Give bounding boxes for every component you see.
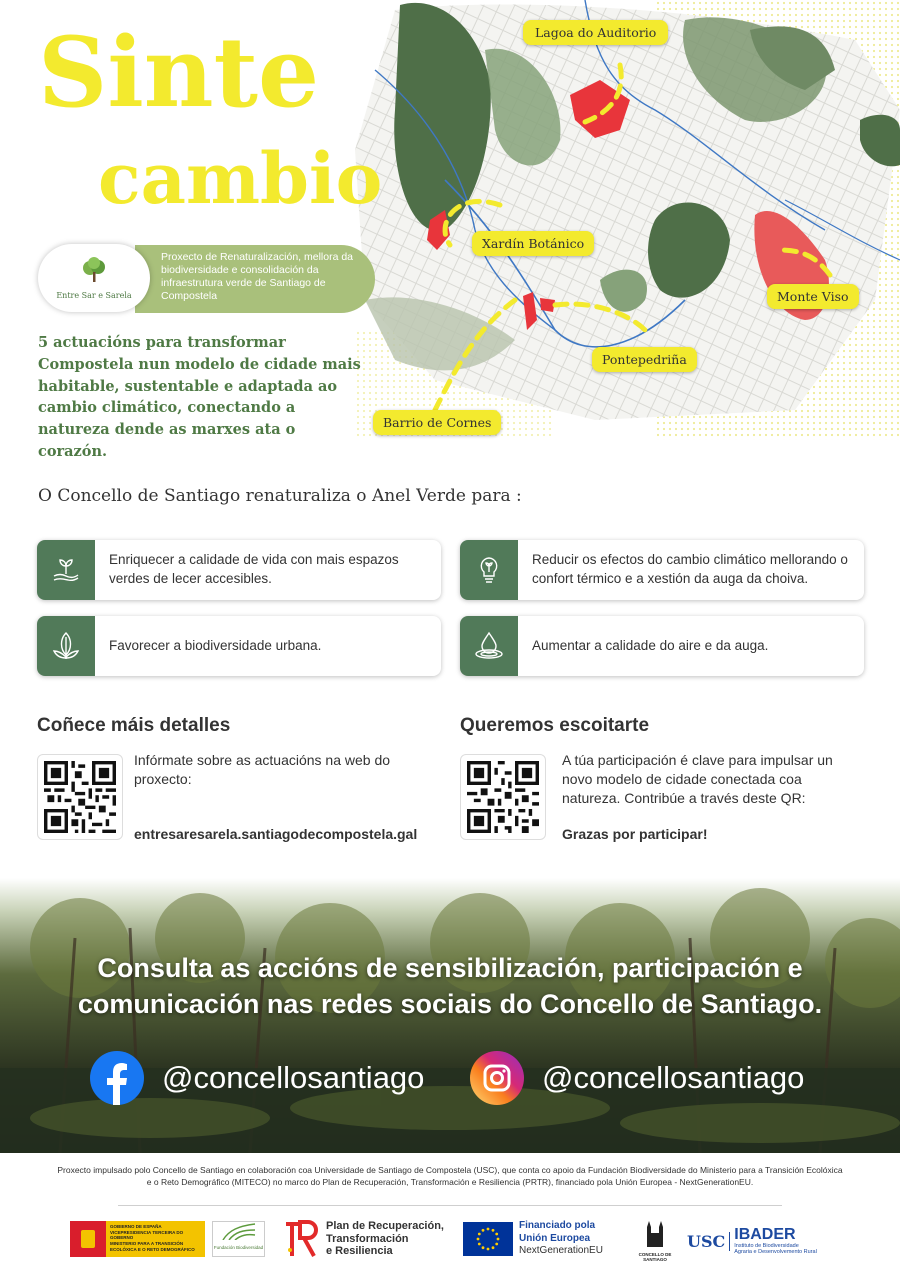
instagram-link[interactable] bbox=[470, 1051, 804, 1105]
ibader-sub2: Agraria e Desenvolvemento Rural bbox=[734, 1249, 817, 1255]
eu-flag-icon bbox=[463, 1222, 513, 1256]
map-label-pontepedrina: Pontepedriña bbox=[592, 347, 697, 372]
map-label-monte: Monte Viso bbox=[767, 284, 859, 309]
plan-line3: e Resiliencia bbox=[326, 1245, 393, 1258]
goal-text: Aumentar a calidade do aire e da auga. bbox=[532, 637, 769, 653]
goal-card-climate bbox=[460, 540, 864, 600]
entre-sar-sarela-logo bbox=[38, 244, 150, 312]
listen-text: A túa participación é clave para impulsar un novo modelo de cidade conectada coa natureza. Contribúe a través deste QR: bbox=[562, 752, 833, 806]
map-label-lagoa: Lagoa do Auditorio bbox=[523, 20, 668, 45]
qr-code-icon bbox=[467, 761, 539, 833]
title-line1: Sinte bbox=[38, 16, 320, 129]
prtr-icon bbox=[284, 1220, 318, 1258]
gobierno-espana-logo bbox=[70, 1221, 205, 1257]
plan-recuperacion-logo bbox=[284, 1217, 454, 1261]
footer-divider bbox=[118, 1205, 782, 1206]
ministerio-label: MINISTERIO PARA A TRANSICIÓN ECOLÓXICA E O RETO DEMOGRÁFICO bbox=[110, 1240, 195, 1252]
project-description: Proxecto de Renaturalización, mellora da biodiversidade e consolidación da infraestrutura verde de Santiago de Compostela bbox=[135, 245, 375, 313]
listen-heading: Queremos escoitarte bbox=[460, 715, 650, 736]
plan-line2: Transformación bbox=[326, 1232, 409, 1245]
concello-santiago-logo bbox=[635, 1215, 675, 1267]
instagram-handle: @concellosantiago bbox=[542, 1060, 805, 1095]
tree-icon bbox=[79, 256, 109, 286]
map-label-cornes: Barrio de Cornes bbox=[373, 410, 501, 435]
title bbox=[38, 16, 383, 230]
goal-card-air-water bbox=[460, 616, 864, 676]
gobierno-label: GOBIERNO DE ESPAÑA bbox=[110, 1224, 162, 1229]
footer-text: Proxecto impulsado polo Concello de Santiago en colaboración coa Universidade de Santiago de Compostela (USC), que conta co apoio da Fundación Biodiversidade do Ministerio para a Transición Ecolóxica e o Reto Demográfico (MITECO) no marco do Plan de Recuperación, Transformación e Resiliencia (PRTR), financiado pola Unión Europea - NextGenerationEU. bbox=[57, 1165, 843, 1187]
fundacion-label: Fundación Biodiversidad bbox=[213, 1245, 264, 1250]
fundacion-biodiversidad-logo bbox=[212, 1221, 265, 1257]
lead-text: 5 actuacións para transformar Compostela nun modelo de cidade mais habitable, sustentable e adaptada ao cambio climático, conectando a natureza dende as marxes ata o corazón. bbox=[38, 334, 361, 460]
instagram-icon bbox=[470, 1051, 524, 1105]
facebook-handle: @concellosantiago bbox=[162, 1060, 425, 1095]
goal-text: Reducir os efectos do cambio climático mellorando o confort térmico e a xestión da auga da choiva. bbox=[532, 552, 848, 586]
hands-plant-icon bbox=[50, 554, 82, 586]
details-qr-code[interactable] bbox=[37, 754, 123, 840]
details-heading: Coñece máis detalles bbox=[37, 715, 231, 736]
grass-icon bbox=[219, 1222, 259, 1240]
sponsors-bar bbox=[70, 1215, 840, 1267]
concello-line2: SANTIAGO bbox=[643, 1257, 667, 1263]
title-line2: cambio bbox=[98, 137, 383, 220]
goal-card-biodiversity bbox=[37, 616, 441, 676]
listen-thanks: Grazas por participar! bbox=[562, 826, 708, 842]
usc-ibader-logo bbox=[687, 1223, 837, 1259]
intro-heading: O Concello de Santiago renaturaliza o Anel Verde para : bbox=[38, 486, 522, 506]
goal-text: Enriquecer a calidade de vida con mais espazos verdes de lecer accesibles. bbox=[109, 552, 399, 586]
eu-line1: Financiado pola bbox=[519, 1220, 596, 1232]
leaf-icon bbox=[49, 629, 83, 663]
map-illustration bbox=[355, 0, 900, 440]
water-drop-icon bbox=[472, 629, 506, 663]
facebook-link[interactable] bbox=[90, 1051, 424, 1105]
eu-line3: NextGenerationEU bbox=[519, 1245, 603, 1257]
logo-text: Entre Sar e Sarela bbox=[56, 291, 132, 300]
concello-line1: CONCELLO DE bbox=[638, 1252, 672, 1257]
ibader-label: IBADER bbox=[734, 1226, 796, 1243]
details-url-link[interactable]: entresaresarela.santiagodecompostela.gal bbox=[134, 826, 418, 842]
eu-line2: Unión Europea bbox=[519, 1232, 591, 1244]
eu-logo bbox=[463, 1219, 613, 1259]
details-text: Infórmate sobre as actuacións na web do proxecto: bbox=[134, 752, 391, 787]
lightbulb-leaf-icon bbox=[473, 554, 505, 586]
map-label-xardin: Xardín Botánico bbox=[472, 231, 594, 256]
listen-qr-code[interactable] bbox=[460, 754, 546, 840]
vicepresidencia-label: VICEPRESIDENCIA TERCEIRA DO GOBERNO bbox=[110, 1229, 184, 1241]
ibader-sub1: Instituto de Biodiversidade bbox=[734, 1243, 799, 1249]
social-banner-text: Consulta as accións de sensibilización, participación e comunicación nas redes sociais do Concello de Santiago. bbox=[77, 953, 823, 1020]
qr-code-icon bbox=[44, 761, 116, 833]
plan-line1: Plan de Recuperación, bbox=[326, 1220, 444, 1233]
cathedral-icon bbox=[644, 1215, 666, 1247]
goal-text: Favorecer a biodiversidade urbana. bbox=[109, 637, 322, 653]
goal-card-quality bbox=[37, 540, 441, 600]
usc-label: USC bbox=[687, 1232, 730, 1251]
facebook-icon bbox=[90, 1051, 144, 1105]
